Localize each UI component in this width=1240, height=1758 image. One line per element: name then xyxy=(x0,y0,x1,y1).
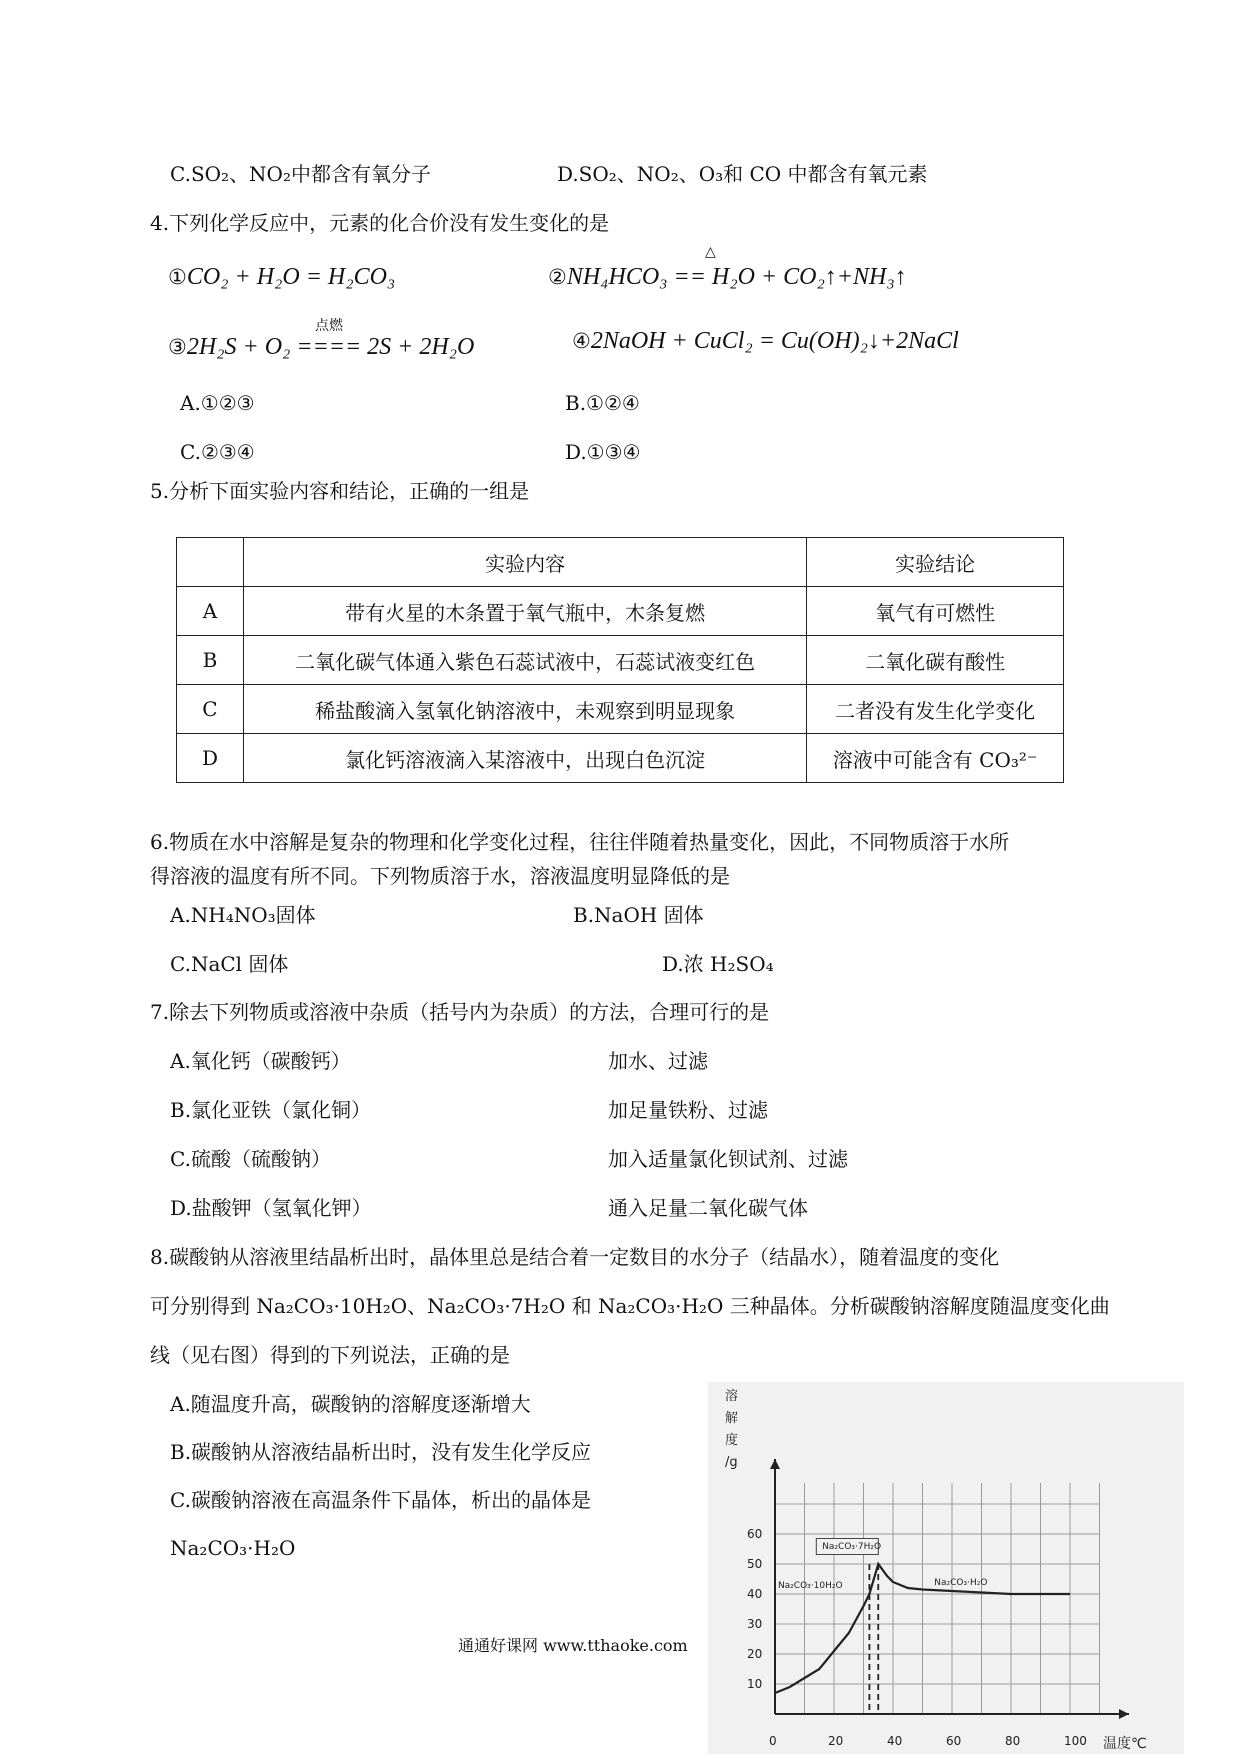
q7-method-d: 通入足量二氧化碳气体 xyxy=(608,1196,808,1220)
x-axis-arrow xyxy=(1119,1709,1129,1719)
table-row xyxy=(177,685,1064,734)
reaction-number: ③ xyxy=(168,335,187,359)
header-cell: 实验内容 xyxy=(243,538,806,587)
experiment-conclusion: 二者没有发生化学变化 xyxy=(807,685,1064,734)
q4-option-b: B.①②④ xyxy=(565,391,640,415)
y-axis-label: 解 xyxy=(725,1411,739,1426)
header-cell: 实验结论 xyxy=(807,538,1064,587)
annotation-7h2o: Na₂CO₃·7H₂O xyxy=(822,1542,882,1552)
y-axis-arrow xyxy=(770,1459,780,1469)
q7-stem: 7.除去下列物质或溶液中杂质（括号内为杂质）的方法，合理可行的是 xyxy=(150,1000,770,1024)
y-tick-label: 30 xyxy=(747,1617,763,1631)
reaction-equation: 2H₂S + O₂ ==== 2S + 2H₂O xyxy=(186,334,475,360)
reaction-number: ② xyxy=(548,265,567,289)
solubility-chart-svg xyxy=(708,1382,1184,1754)
q8-option-c: C.碳酸钠溶液在高温条件下晶体，析出的晶体是 xyxy=(170,1488,591,1512)
q8-stem-line-2: 可分别得到 Na₂CO₃·10H₂O、Na₂CO₃·7H₂O 和 Na₂CO₃·H₂O 三种晶体。分析碳酸钠溶解度随温度变化曲 xyxy=(150,1294,1110,1318)
table-header-row xyxy=(177,538,1064,587)
q7-option-d: D.盐酸钾（氢氧化钾） xyxy=(170,1196,372,1220)
experiment-conclusion: 氧气有可燃性 xyxy=(807,587,1064,636)
experiment-content: 稀盐酸滴入氢氧化钠溶液中，未观察到明显现象 xyxy=(243,685,806,734)
y-tick-label: 40 xyxy=(747,1587,763,1601)
x-axis-label: 温度℃ xyxy=(1103,1736,1147,1752)
solubility-chart xyxy=(708,1382,1184,1754)
q3-option-d: D.SO₂、NO₂、O₃和 CO 中都含有氧元素 xyxy=(557,162,928,186)
q6-stem-line-2: 得溶液的温度有所不同。下列物质溶于水，溶液温度明显降低的是 xyxy=(150,864,730,888)
x-tick-label: 20 xyxy=(828,1734,844,1748)
q8-option-b: B.碳酸钠从溶液结晶析出时，没有发生化学反应 xyxy=(170,1440,592,1464)
q7-option-a: A.氧化钙（碳酸钙） xyxy=(170,1049,351,1073)
q4-reaction-1 xyxy=(168,264,395,291)
q5-table xyxy=(176,537,1064,783)
q8-option-c-cont: Na₂CO₃·H₂O xyxy=(170,1536,296,1560)
q6-option-a: A.NH₄NO₃固体 xyxy=(170,903,316,927)
table-row xyxy=(177,587,1064,636)
y-axis-label: /g xyxy=(725,1455,738,1470)
experiment-content: 氯化钙溶液滴入某溶液中，出现白色沉淀 xyxy=(243,734,806,783)
q8-stem-line-3: 线（见右图）得到的下列说法，正确的是 xyxy=(150,1343,510,1367)
y-tick-label: 10 xyxy=(747,1677,763,1691)
annotation-10h2o: Na₂CO₃·10H₂O xyxy=(777,1581,843,1591)
x-tick-label: 100 xyxy=(1064,1734,1087,1748)
q7-option-b: B.氯化亚铁（氯化铜） xyxy=(170,1098,372,1122)
reaction-equation: 2NaOH + CuCl₂ = Cu(OH)₂↓+2NaCl xyxy=(590,328,959,354)
table-row xyxy=(177,636,1064,685)
q5-stem: 5.分析下面实验内容和结论，正确的一组是 xyxy=(150,479,530,503)
q6-option-c: C.NaCl 固体 xyxy=(170,952,289,976)
y-axis-label: 溶 xyxy=(725,1389,739,1404)
reaction-number: ① xyxy=(168,265,187,289)
q7-method-a: 加水、过滤 xyxy=(608,1049,708,1073)
q8-option-a: A.随温度升高，碳酸钠的溶解度逐渐增大 xyxy=(170,1392,531,1416)
q6-option-d: D.浓 H₂SO₄ xyxy=(662,952,774,976)
experiment-conclusion: 溶液中可能含有 CO₃²⁻ xyxy=(807,734,1064,783)
q7-method-c: 加入适量氯化钡试剂、过滤 xyxy=(608,1147,848,1171)
y-axis-label: 度 xyxy=(725,1433,739,1448)
footer-watermark: 通通好课网 www.tthaoke.com xyxy=(458,1636,688,1655)
q6-stem-line-1: 6.物质在水中溶解是复杂的物理和化学变化过程，往往伴随着热量变化，因此，不同物质溶于水所 xyxy=(150,830,1010,854)
experiment-conclusion: 二氧化碳有酸性 xyxy=(807,636,1064,685)
y-tick-label: 50 xyxy=(747,1557,763,1571)
reaction-equation: CO₂ + H₂O = H₂CO₃ xyxy=(186,264,396,290)
experiment-content: 带有火星的木条置于氧气瓶中，木条复燃 xyxy=(243,587,806,636)
q7-method-b: 加足量铁粉、过滤 xyxy=(608,1098,768,1122)
row-label: B xyxy=(177,636,244,685)
q4-option-a: A.①②③ xyxy=(180,391,255,415)
q3-option-c: C.SO₂、NO₂中都含有氧分子 xyxy=(170,162,431,186)
q4-reaction-2 xyxy=(548,264,907,291)
q6-option-b: B.NaOH 固体 xyxy=(573,903,704,927)
heating-condition: △ xyxy=(705,244,716,260)
reaction-equation: NH₄HCO₃ == H₂O + CO₂↑+NH₃↑ xyxy=(566,264,907,290)
row-label: C xyxy=(177,685,244,734)
x-tick-label: 40 xyxy=(887,1734,903,1748)
y-tick-label: 60 xyxy=(747,1527,763,1541)
q4-stem: 4.下列化学反应中，元素的化合价没有发生变化的是 xyxy=(150,211,610,235)
ignition-condition: 点燃 xyxy=(315,318,343,334)
q4-reaction-4 xyxy=(572,328,959,355)
reaction-number: ④ xyxy=(572,329,591,353)
row-label: D xyxy=(177,734,244,783)
table-row xyxy=(177,734,1064,783)
x-tick-label: 80 xyxy=(1005,1734,1021,1748)
annotation-h2o: Na₂CO₃·H₂O xyxy=(934,1578,988,1588)
row-label: A xyxy=(177,587,244,636)
x-tick-label: 0 xyxy=(769,1734,777,1748)
q7-option-c: C.硫酸（硫酸钠） xyxy=(170,1147,331,1171)
q4-reaction-3 xyxy=(168,334,474,361)
q8-stem-line-1: 8.碳酸钠从溶液里结晶析出时，晶体里总是结合着一定数目的水分子（结晶水），随着温度的变化 xyxy=(150,1245,1000,1269)
y-tick-label: 20 xyxy=(747,1647,763,1661)
experiment-content: 二氧化碳气体通入紫色石蕊试液中，石蕊试液变红色 xyxy=(243,636,806,685)
x-tick-label: 60 xyxy=(946,1734,962,1748)
q4-option-d: D.①③④ xyxy=(565,440,641,464)
q4-option-c: C.②③④ xyxy=(180,440,255,464)
header-cell xyxy=(177,538,244,587)
